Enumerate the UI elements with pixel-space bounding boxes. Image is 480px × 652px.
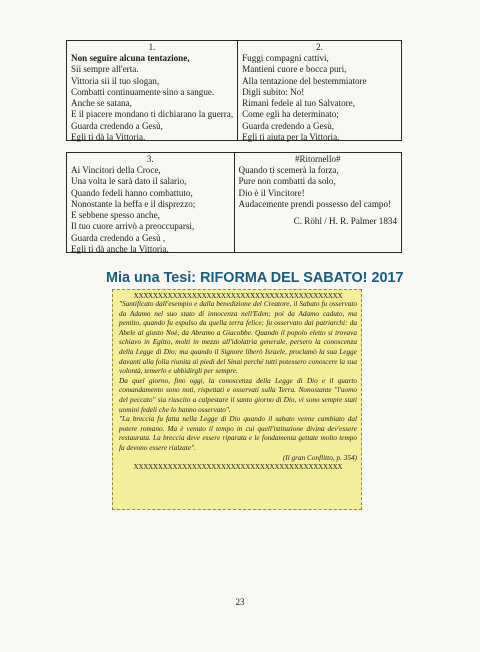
stanza-line: Alla tentazione del bestemmiatore — [242, 75, 367, 86]
stanza-line: E sebbene spesso anche, — [71, 210, 160, 221]
stanza-line: Vittoria sii il tuo slogan, — [71, 75, 160, 86]
stanza-line: Digli subito: No! — [242, 86, 305, 97]
stanza-line: Anche se satana, — [71, 98, 132, 109]
stanza-line: Nonostante la beffa e il disprezzo; — [71, 198, 196, 209]
chorus-line: Pure non combatti da solo, — [238, 176, 336, 187]
hymn-table-top — [66, 40, 402, 141]
stanza-line: Il tuo cuore arrivò a preoccuparsi, — [71, 221, 195, 232]
stanza-line: Combatti continuamente sino a sangue. — [71, 86, 215, 97]
thesis-banner: Mia una Tesi: RIFORMA DEL SABATO! 2017 — [106, 270, 404, 286]
chorus-title: #Ritornello# — [295, 154, 341, 164]
stanza-line: Rimani fedele al tuo Salvatore, — [242, 98, 355, 109]
stanza-1 — [67, 41, 237, 143]
page-number: 23 — [235, 597, 245, 607]
stanza-line: Guarda credendo a Gesù, — [242, 120, 335, 131]
quote-source: (Il gran Conflitto, p. 354) — [282, 453, 357, 462]
stanza-line: Guarda credendo a Gesù, — [71, 120, 163, 131]
stanza-2 — [237, 41, 401, 143]
chorus-line: Dio è il Vincitore! — [238, 187, 305, 198]
stanza-2-number: 2. — [316, 42, 323, 52]
stanza-line: Come egli ha determinato; — [242, 109, 339, 120]
chorus — [234, 153, 402, 252]
stanza-3 — [67, 153, 234, 255]
stanza-3-number: 3. — [146, 154, 154, 164]
quote-box — [112, 289, 362, 510]
quote-border-bottom: XXXXXXXXXXXXXXXXXXXXXXXXXXXXXXXXXXXXXXXXXXX — [133, 463, 343, 472]
stanza-line: Una volta le sarà dato il salario, — [71, 176, 187, 187]
hymn-table-bottom — [66, 152, 402, 253]
stanza-line: E il piacere mondano ti dichiarano la guerra, — [71, 109, 234, 120]
stanza-line: Egli ti dà la Vittoria. — [71, 132, 146, 143]
quote-paragraph-2: Da quel giorno, fino oggi, la conoscenza della Legge di Dio e il quarto comandamento sono noti, rispettati e osservati sulla Terra. Nonostante "l'uomo del peccato" sia riuscito a calpestare il santo giorno di Dio, vi sono sempre stati uomini fedeli che lo hanno osservato". — [119, 376, 357, 414]
stanza-line: Non seguire alcuna tentazione, — [71, 53, 190, 63]
stanza-line: Sii sempre all'erta. — [71, 64, 139, 75]
stanza-line: Quando fedeli hanno combattuto, — [71, 187, 193, 198]
stanza-line: Mantieni cuore e bocca puri, — [242, 64, 347, 75]
quote-source-row — [119, 454, 357, 464]
chorus-attribution: C. Röhl / H. R. Palmer 1834 — [293, 216, 397, 227]
stanza-1-number: 1. — [148, 42, 156, 52]
quote-border-top: XXXXXXXXXXXXXXXXXXXXXXXXXXXXXXXXXXXXXXXXXXX — [133, 292, 343, 300]
quote-paragraph-3: "La breccia fu fatta nella Legge di Dio quando il sabato venne cambiato dal potere romano. Ma è venuto il tempo in cui quell'istituzione divina dev'essere restaurata. La breccia deve essere riparata e le fondamenta gettate molto tempo fa devono essere rialzate". — [119, 415, 357, 452]
stanza-line: Ai Vincitori della Croce, — [71, 165, 161, 175]
chorus-line: Audacemente prendi possesso del campo! — [238, 198, 392, 209]
stanza-line: Egli ti aiuta per la Vittoria. — [242, 132, 340, 143]
stanza-line: Egli ti dà anche la Vittoria. — [71, 244, 169, 255]
quote-paragraph-1: "Santificato dall'esempio e dalla benedizione del Creatore, il Sabato fu osservato da Adamo nel suo stato di innocenza nell'Eden; poi da Adamo caduto, ma pentito, quando fu espulso da quella terra felice; fu osservato dai patriarchi: da Abele al giusto Noè, da Abramo a Giacobbe. Quando il popolo eletto si trovava schiavo in Egitto, molti in mezzo all'idolatria generale, persero la conoscenza della Legge di Dio; ma quando il Signore liberò Israele, proclamò la sua Legge davanti alla folla riunita ai piedi del Sinai perché tutti potessero conoscere la sua volontà, temerlo e ubbidirgli per sempre. — [119, 300, 357, 376]
chorus-line: Quando ti scemerà la forza, — [238, 165, 339, 175]
stanza-line: Fuggi compagni cattivi, — [242, 53, 329, 63]
stanza-line: Guarda credendo a Gesù , — [71, 232, 166, 243]
